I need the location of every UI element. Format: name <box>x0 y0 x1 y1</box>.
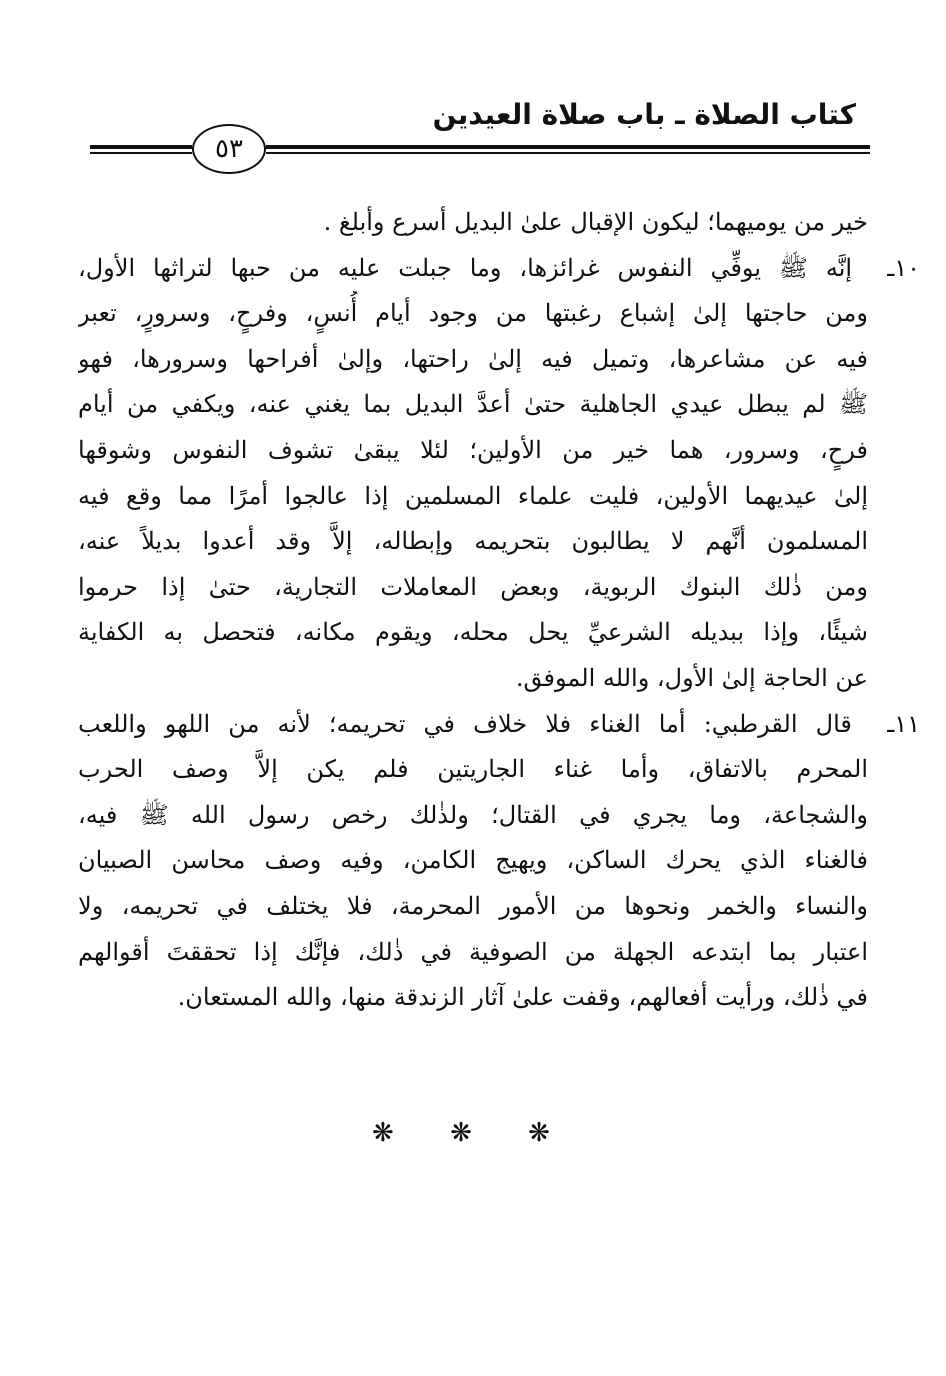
item11-line-4: فالغناء الذي يحرك الساكن، ويهيج الكامن، وفيه وصف محاسن الصبيان <box>78 846 868 875</box>
item11-line-5: والنساء والخمر ونحوها من الأمور المحرمة، فلا يختلف في تحريمه، ولا <box>78 891 868 920</box>
header-rule-left-thick <box>90 145 192 149</box>
item11-line-1-text: قال القرطبي: أما الغناء فلا خلاف في تحريمه؛ لأنه من اللهو واللعب <box>78 709 852 738</box>
page-number-badge <box>192 124 266 174</box>
item10-line-5: فرحٍ، وسرور، هما خير من الأولين؛ لئلا يبقىٰ تشوف النفوس وشوقها <box>78 435 868 464</box>
item11-line-6: اعتبار بما ابتدعه الجهلة من الصوفية في ذٰلك، فإنَّك إذا تحققتَ أقوالهم <box>78 937 868 966</box>
item11-number: ١١ـ <box>887 709 920 738</box>
header-rule-left-thin <box>90 152 192 154</box>
header-rule-right-thin <box>266 152 870 154</box>
item10-line-9: شيئًا، وإذا ببديله الشرعيِّ يحل محله، ويقوم مكانه، فتحصل به الكفاية <box>78 618 868 647</box>
item10-line-1 <box>78 246 920 292</box>
item10-line-2: ومن حاجتها إلىٰ إشباع رغبتها من وجود أيام أُنسٍ، وفرحٍ، وسرورٍ، تعبر <box>78 299 868 328</box>
section-separator: ❋ ❋ ❋ <box>372 1118 574 1148</box>
item10-line-1-text: إنَّه ﷺ يوفِّي النفوس غرائزها، وما جبلت عليه من حبها لتراثها الأول، <box>78 253 853 282</box>
item10-line-4: ﷺ لم يبطل عيدي الجاهلية حتىٰ أعدَّ البديل بما يغني عنه، ويكفي من أيام <box>78 390 868 419</box>
item10-line-7: المسلمون أنَّهم لا يطالبون بتحريمه وإبطاله، إلاَّ وقد أعدوا بديلاً عنه، <box>78 527 868 556</box>
item10-line-3: فيه عن مشاعرها، وتميل فيه إلىٰ راحتها، وإلىٰ أفراحها وسرورها، فهو <box>78 344 868 373</box>
body-text <box>78 200 920 1021</box>
item11-line-1 <box>78 702 920 748</box>
item10-line-6: إلىٰ عيديهما الأولين، فليت علماء المسلمين إذا عالجوا أمرًا مما وقع فيه <box>78 481 868 510</box>
item11-line-3: والشجاعة، وما يجري في القتال؛ ولذٰلك رخص رسول الله ﷺ فيه، <box>78 800 868 829</box>
running-header-title: كتاب الصلاة ـ باب صلاة العيدين <box>432 98 856 131</box>
page-number: ٥٣ <box>215 134 243 164</box>
header-rule-right-thick <box>266 145 870 149</box>
intro-line: خير من يوميهما؛ ليكون الإقبال علىٰ البديل أسرع وأبلغ . <box>323 208 868 236</box>
item10-line-10: عن الحاجة إلىٰ الأول، والله الموفق. <box>515 663 868 692</box>
item10-number: ١٠ـ <box>887 253 920 282</box>
item11-line-2: المحرم بالاتفاق، وأما غناء الجاريتين فلم يكن إلاَّ وصف الحرب <box>78 755 868 784</box>
item10-line-8: ومن ذٰلك البنوك الربوية، وبعض المعاملات التجارية، حتىٰ إذا حرموا <box>78 572 868 601</box>
item11-line-7: في ذٰلك، ورأيت أفعالهم، وقفت علىٰ آثار الزندقة منها، والله المستعان. <box>177 983 868 1012</box>
